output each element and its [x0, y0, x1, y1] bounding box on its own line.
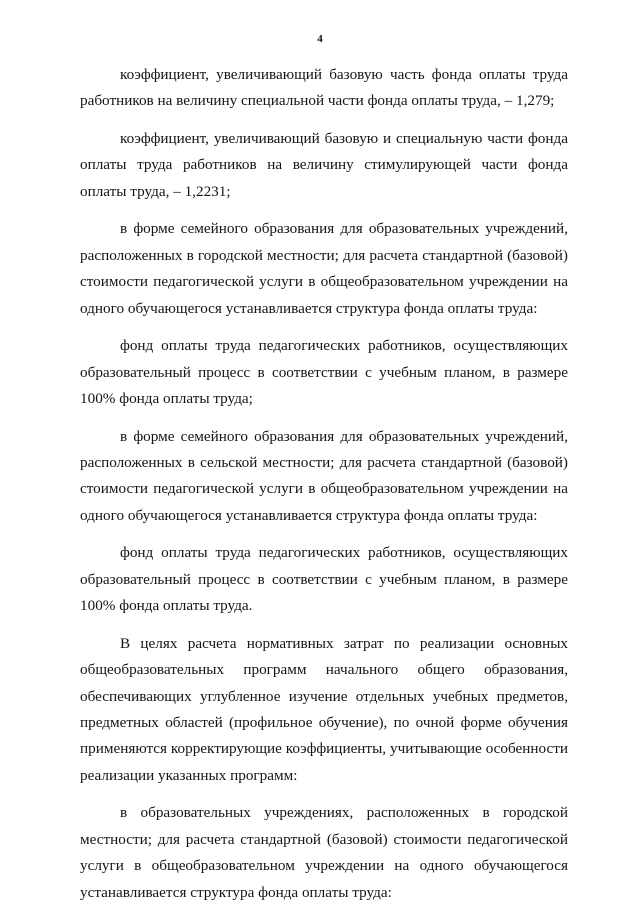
paragraph-urban-institutions: в образовательных учреждениях, расположенных в городской местности; для расчета стандартной (базовой) стоимости педагогической услуги в общеобразовательном учреждении на одного обучающегося устанавливается структура фонда оплаты труда: [80, 804, 568, 901]
paragraph-family-education-rural: в форме семейного образования для образовательных учреждений, расположенных в сельской местности; для расчета стандартной (базовой) стоимости педагогической услуги в общеобразовательном учреждении на одного обучающегося устанавливается структура фонда оплаты труда: [80, 427, 568, 524]
paragraph-payroll-fund-urban: фонд оплаты труда педагогических работников, осуществляющих образовательный процесс в соответствии с учебным планом, в размере 100% фонда оплаты труда; [80, 337, 568, 408]
paragraph-stimulating-coefficient: коэффициент, увеличивающий базовую и специальную части фонда оплаты труда работников на величину стимулирующей части фонда оплаты труда, – 1,2231; [80, 130, 568, 200]
paragraph-family-education-urban: в форме семейного образования для образовательных учреждений, расположенных в городской местности; для расчета стандартной (базовой) стоимости педагогической услуги в общеобразовательном учреждении на одного обучающегося устанавливается структура фонда оплаты труда: [80, 220, 568, 317]
paragraph-payroll-fund-rural: фонд оплаты труда педагогических работников, осуществляющих образовательный процесс в соответствии с учебным планом, в размере 100% фонда оплаты труда. [80, 544, 568, 615]
page-number: 4 [317, 33, 323, 45]
paragraph-base-coefficient: коэффициент, увеличивающий базовую часть фонда оплаты труда работников на величину специальной части фонда оплаты труда, – 1,279; [80, 66, 568, 110]
paragraph-correction-coefficients: В целях расчета нормативных затрат по реализации основных общеобразовательных программ начального общего образования, обеспечивающих углубленное изучение отдельных учебных предметов, предметных областей (профильное обучение), по очной форме обучения применяются корректирующие коэффициенты, учитывающие особенности реализации указанных программ: [80, 634, 568, 784]
document-body [80, 62, 568, 917]
